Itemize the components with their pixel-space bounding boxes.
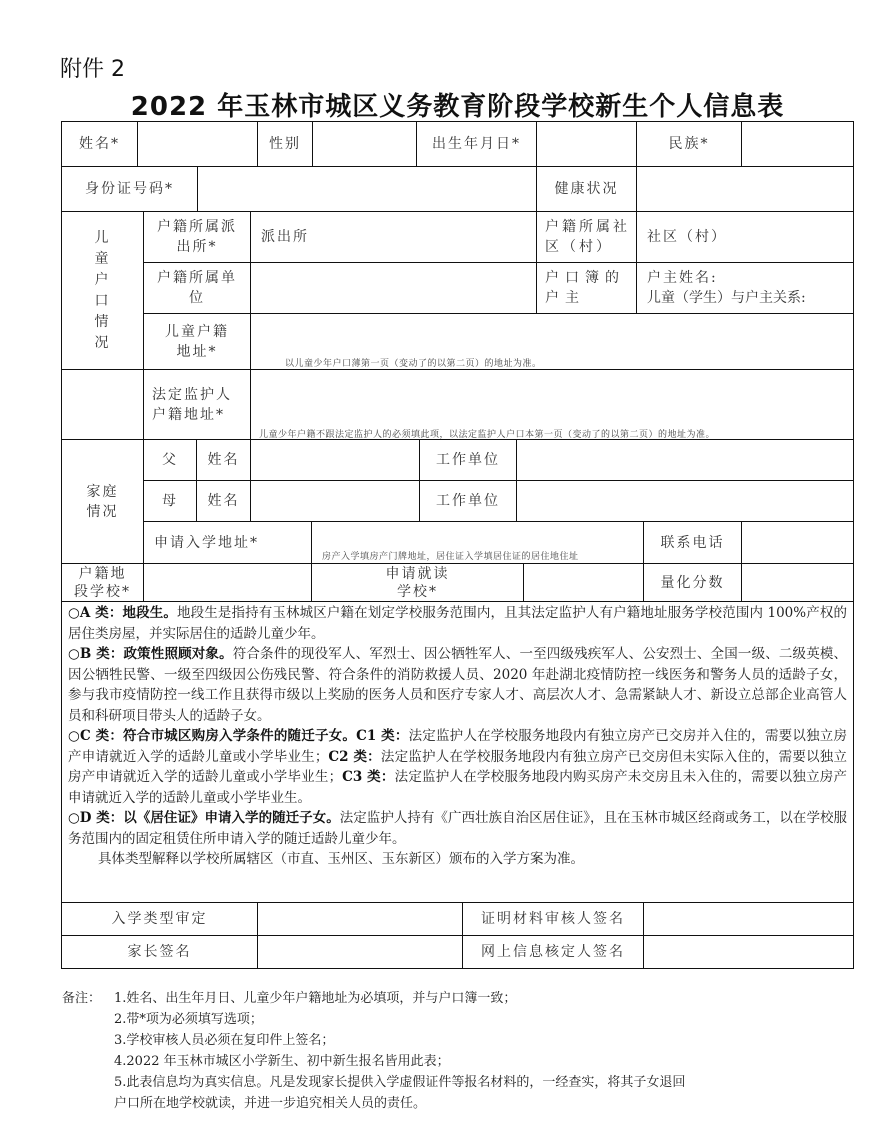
head-relation-label: 儿童（学生）与户主关系: [647,290,806,306]
guardian-blank-cell [61,369,144,440]
id-number-field[interactable] [197,166,537,212]
household-section-label [61,211,144,370]
household-section-text: 儿童户口情况 [94,229,111,351]
remark-item: 5.此表信息均为真实信息。凡是发现家长提供入学虚假证件等报名材料的，一经查实，将其子女退回 [114,1075,686,1090]
name-field[interactable] [137,121,258,167]
policy-c1-heading: C1 类： [356,728,409,744]
police-station-text: 户籍所属派出所* [157,219,237,255]
unit-field[interactable] [250,262,537,314]
policy-c3-text: 法定监护人在学校服务地段内购买房产未交房且未入住的，需要以独立房产申请就近入学的适龄儿童或小学毕业生。 [68,769,848,806]
household-head-text: 户口簿的户主 [545,270,625,306]
birth-field[interactable] [536,121,637,167]
community-value: 社区（村） [647,229,727,245]
apply-address-label: 申请入学地址* [143,521,312,564]
gender-field[interactable] [312,121,417,167]
guardian-address-field[interactable] [250,369,854,440]
admission-type-field[interactable] [257,902,463,936]
district-school-label [61,563,144,602]
birth-label: 出生年月日* [416,121,537,167]
online-verifier-field[interactable] [643,935,854,969]
community-label [536,211,637,263]
apply-address-note: 房产入学填房产门牌地址，居住证入学填居住证的居住地住址 [322,552,579,562]
mother-work-field[interactable] [516,480,854,522]
id-number-label: 身份证号码* [61,166,198,212]
apply-school-label [311,563,524,602]
remark-item: 3.学校审核人员必须在复印件上签名； [114,1033,335,1048]
guardian-address-label [143,369,251,440]
father-label: 父 [143,439,197,481]
police-station-field[interactable] [250,211,537,263]
remarks [62,988,685,1114]
child-address-text: 儿童户籍地址* [165,323,229,360]
mother-work-label: 工作单位 [419,480,517,522]
household-head-label [536,262,637,314]
ethnicity-field[interactable] [741,121,854,167]
policy-c2-text: 法定监护人在学校服务地段内有独立房产已交房但未实际入住的，需要以独立房产申请就近入学的适龄儿童或小学毕业生； [68,748,848,785]
health-label: 健康状况 [536,166,637,212]
family-section-label [61,439,144,564]
policy-c2-heading: C2 类： [328,748,381,765]
policy-a [68,603,847,644]
policy-d-text: 法定监护人持有《广西壮族自治区居住证》，且在玉林市城区经商或务工，以在学校服务范围内的固定租赁住所申请入学的随迁适龄儿童少年。 [68,810,847,847]
page-title: 2022 年玉林市城区义务教育阶段学校新生个人信息表 [130,92,785,122]
remark-item: 4.2022 年玉林市城区小学新生、初中新生报名皆用此表； [114,1054,450,1069]
phone-label: 联系电话 [643,521,742,564]
father-work-field[interactable] [516,439,854,481]
father-name-field[interactable] [250,439,420,481]
online-verifier-label: 网上信息核定人签名 [462,935,644,969]
remark-item: 户口所在地学校就读，并进一步追究相关人员的责任。 [114,1096,427,1111]
gender-label: 性别 [257,121,313,167]
apply-school-text: 申请就读学校* [385,565,450,600]
child-address-field[interactable] [250,313,854,370]
remark-item: 2.带*项为必须填写选项； [114,1012,263,1027]
remarks-label: 备注： [62,991,102,1006]
father-work-label: 工作单位 [419,439,517,481]
phone-field[interactable] [741,521,854,564]
guardian-address-text: 法定监护人户籍地址* [152,386,232,423]
district-school-text: 户籍地段学校* [74,565,131,600]
police-station-label [143,211,251,263]
policy-a-text: 地段生是指持有玉林城区户籍在划定学校服务范围内，且其法定监护人有户籍地址服务学校范围内 100%产权的居住类房屋，并实际居住的适龄儿童少年。 [68,605,847,642]
child-address-note: 以儿童少年户口薄第一页（变动了的以第二页）的地址为准。 [285,359,542,369]
policy-footer: 具体类型解释以学校所属辖区（市直、玉州区、玉东新区）颁布的入学方案为准。 [98,851,584,867]
police-station-value: 派出所 [261,229,309,245]
child-address-label [143,313,251,370]
material-reviewer-label: 证明材料审核人签名 [462,902,644,936]
policy-d [68,808,847,849]
policy-c3-heading: C3 类： [342,769,395,785]
admission-type-label: 入学类型审定 [61,902,258,936]
policy-c-heading: ○C 类：符合市城区购房入学条件的随迁子女。 [68,728,357,744]
unit-label [143,262,251,314]
attachment-label: 附件 2 [60,57,125,82]
score-field[interactable] [741,563,854,602]
policy-a-heading: ○A 类：地段生。 [68,605,177,621]
mother-label: 母 [143,480,197,522]
mother-name-field[interactable] [250,480,420,522]
policy-description [61,601,854,903]
apply-school-field[interactable] [523,563,644,602]
unit-text: 户籍所属单位 [157,270,237,306]
policy-b [68,644,847,726]
father-name-label: 姓名 [196,439,251,481]
apply-address-field[interactable] [311,521,644,564]
district-school-field[interactable] [143,563,312,602]
policy-b-heading: ○B 类：政策性照顾对象。 [68,646,233,662]
family-section-text: 家庭情况 [86,483,119,520]
mother-name-label: 姓名 [196,480,251,522]
policy-b-text: 符合条件的现役军人、军烈士、因公牺牲军人、一至四级残疾军人、公安烈士、全国一级、二级英模、因公牺牲民警、一级至四级因公伤残民警、符合条件的消防救援人员、2020 年赴湖北疫情防控一线医务和警务人员的适龄子女，参与我市疫情防控一线工作且获得市级以上奖励的医务人员和医疗专家人才、高层次人才、急需紧缺人才、新设立总部企业高管人员和科研项目带头人的适龄子女。 [68,646,847,724]
community-text: 户籍所属社区（村） [545,219,630,255]
policy-c1-text: 法定监护人在学校服务地段内有独立房产已交房并入住的，需要以独立房产申请就近入学的适龄儿童或小学毕业生； [68,728,847,765]
guardian-address-note: 儿童少年户籍不跟法定监护人的必须填此项，以法定监护人户口本第一页（变动了的以第二页）的地址为准。 [259,430,716,440]
remark-item: 1.姓名、出生年月日、儿童少年户籍地址为必填项，并与户口簿一致； [114,991,517,1006]
parent-signature-label: 家长签名 [61,935,258,969]
material-reviewer-field[interactable] [643,902,854,936]
parent-signature-field[interactable] [257,935,463,969]
community-field[interactable] [636,211,854,263]
score-label: 量化分数 [643,563,742,602]
policy-d-heading: ○D 类：以《居住证》申请入学的随迁子女。 [68,810,340,826]
ethnicity-label: 民族* [636,121,742,167]
head-name-label: 户主姓名: [647,270,718,286]
name-label: 姓名* [61,121,138,167]
health-field[interactable] [636,166,854,212]
policy-c [68,726,847,808]
household-head-field[interactable] [636,262,854,314]
